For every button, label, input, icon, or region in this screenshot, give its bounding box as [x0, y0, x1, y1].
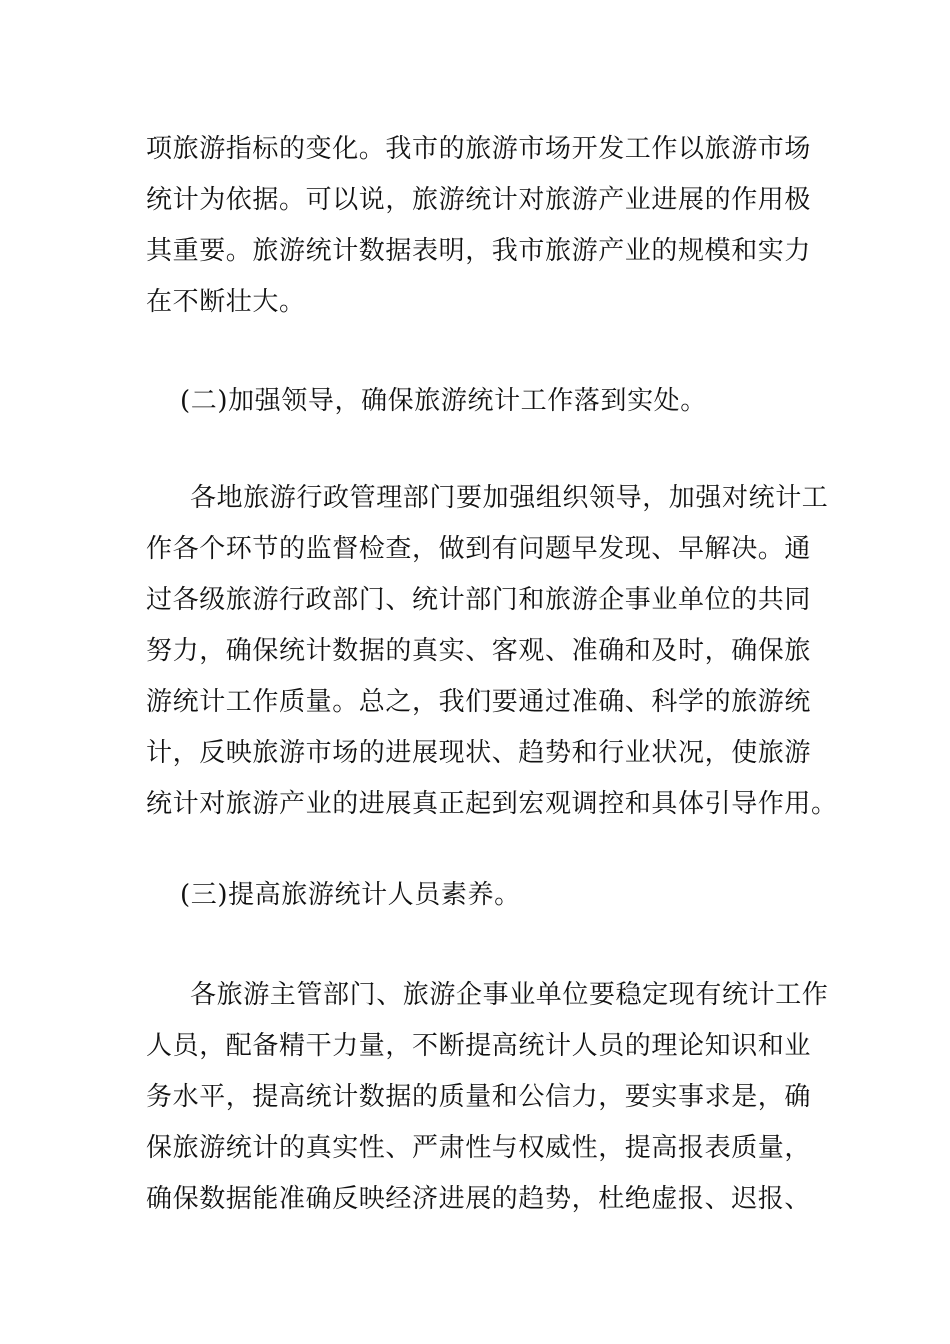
- text-line: 游统计工作质量。总之，我们要通过准确、科学的旅游统: [146, 687, 812, 717]
- paragraph-leadership: [146, 473, 838, 830]
- heading-text: (二)加强领导，确保旅游统计工作落到实处。: [180, 386, 707, 416]
- text-line: 统计为依据。可以说，旅游统计对旅游产业进展的作用极: [146, 185, 812, 215]
- text-line: 保旅游统计的真实性、严肃性与权威性，提高报表质量，: [146, 1133, 812, 1163]
- text-line: 作各个环节的监督检查，做到有问题早发现、早解决。通: [146, 534, 812, 564]
- text-line: 努力，确保统计数据的真实、客观、准确和及时，确保旅: [146, 636, 812, 666]
- section-heading-2: [146, 376, 816, 427]
- text-line: 计，反映旅游市场的进展现状、趋势和行业状况，使旅游: [146, 738, 812, 768]
- text-line: 过各级旅游行政部门、统计部门和旅游企事业单位的共同: [146, 585, 812, 615]
- text-line: 确保数据能准确反映经济进展的趋势，杜绝虚报、迟报、: [146, 1184, 812, 1214]
- text-line: 人员，配备精干力量，不断提高统计人员的理论知识和业: [146, 1031, 812, 1061]
- text-line: 统计对旅游产业的进展真正起到宏观调控和具体引导作用。: [146, 789, 838, 819]
- text-line: 其重要。旅游统计数据表明，我市旅游产业的规模和实力: [146, 236, 812, 266]
- paragraph-staff: [146, 970, 829, 1225]
- text-line: 各旅游主管部门、旅游企事业单位要稳定现有统计工作: [190, 980, 829, 1010]
- text-line: 在不断壮大。: [146, 287, 306, 317]
- section-heading-3: [146, 870, 816, 921]
- paragraph-continuation: [146, 124, 816, 328]
- text-line: 务水平，提高统计数据的质量和公信力，要实事求是，确: [146, 1082, 812, 1112]
- heading-text: (三)提高旅游统计人员素养。: [180, 880, 521, 910]
- text-line: 各地旅游行政管理部门要加强组织领导，加强对统计工: [190, 483, 829, 513]
- text-line: 项旅游指标的变化。我市的旅游市场开发工作以旅游市场: [146, 134, 812, 164]
